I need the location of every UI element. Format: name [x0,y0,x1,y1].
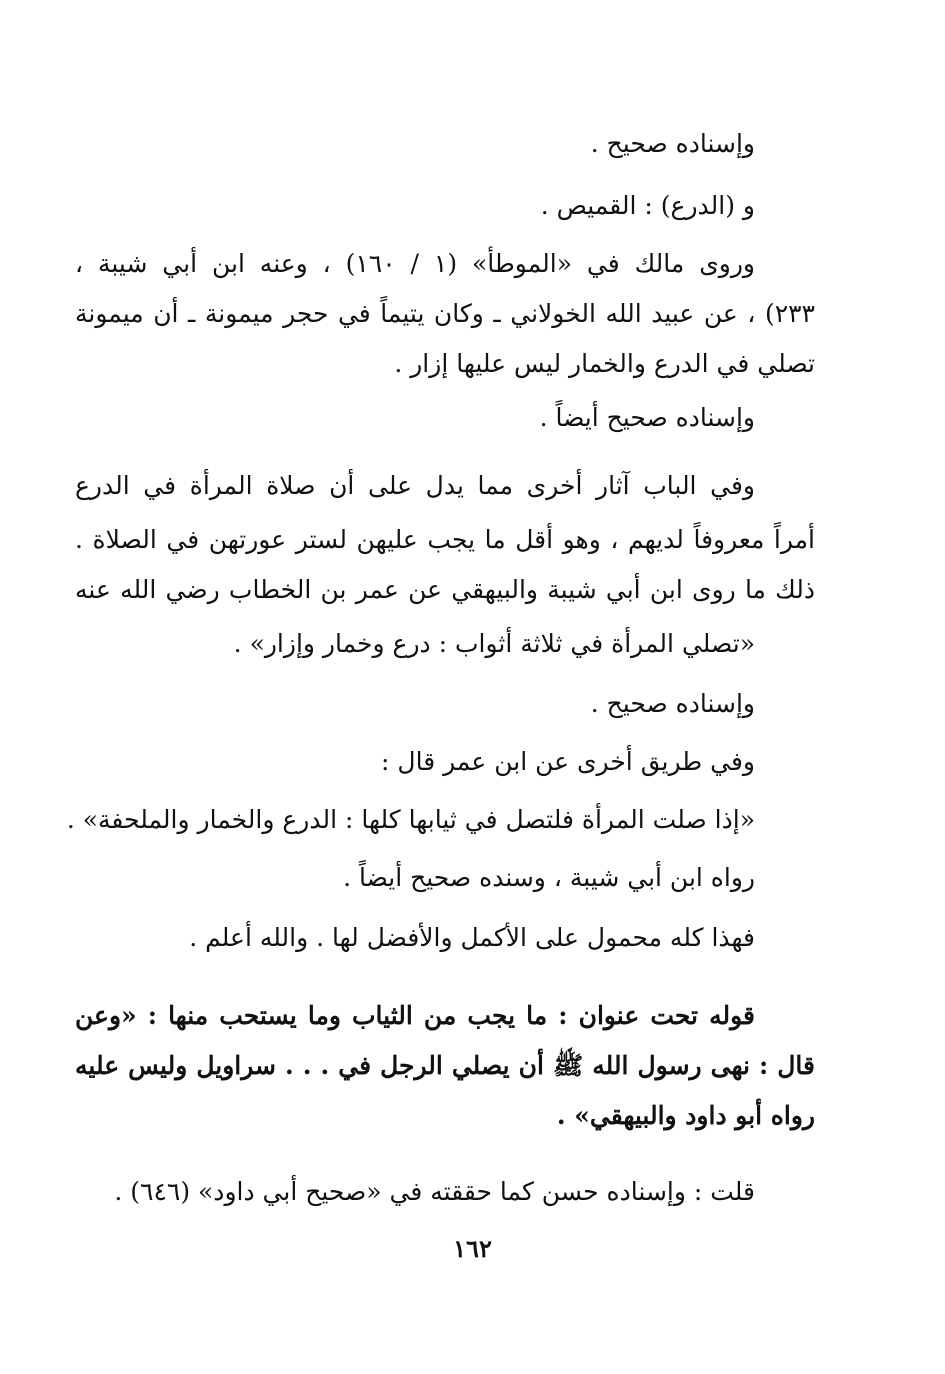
quote-line: «تصلي المرأة في ثلاثة أثواب : درع وخمار وإزار» . [233,629,755,658]
text-line: وفي الباب آثار أخرى مما يدل على أن صلاة المرأة في الدرع [75,471,755,500]
text-line: فهذا كله محمول على الأكمل والأفضل لها . والله أعلم . [189,923,755,952]
bold-line: رواه أبو داود والبيهقي» . [556,1101,815,1130]
text-line: أمراً معروفاً لديهم ، وهو أقل ما يجب عليهن لستر عورتهن في الصلاة . [75,525,815,554]
bold-line: قال : نهى رسول الله ﷺ أن يصلي الرجل في . . . سراويل وليس عليه [75,1051,815,1080]
text-line: وإسناده صحيح أيضاً . [539,403,755,432]
text-line: وإسناده صحيح . [590,129,755,158]
text-line: قلت : وإسناده حسن كما حققته في «صحيح أبي داود» (٦٤٦) . [114,1177,755,1206]
bold-line: قوله تحت عنوان : ما يجب من الثياب وما يستحب منها : «وعن [75,1001,755,1030]
text-line: وروى مالك في «الموطأ» (١ / ١٦٠) ، وعنه ابن أبي شيبة ، [75,249,755,278]
page-number: ١٦٢ [453,1234,492,1263]
text-line: وفي طريق أخرى عن ابن عمر قال : [381,747,755,776]
text-line: ٢٣٣) ، عن عبيد الله الخولاني ـ وكان يتيماً في حجر ميمونة ـ أن ميمونة [75,299,815,328]
text-line: تصلي في الدرع والخمار ليس عليها إزار . [394,349,815,378]
text-line: ذلك ما روى ابن أبي شيبة والبيهقي عن عمر بن الخطاب رضي الله عنه [75,575,815,604]
text-line: وإسناده صحيح . [590,689,755,718]
text-line: رواه ابن أبي شيبة ، وسنده صحيح أيضاً . [343,863,755,892]
text-line: و (الدرع) : القميص . [540,191,755,220]
quote-line: «إذا صلت المرأة فلتصل في ثيابها كلها : الدرع والخمار والملحفة» . [66,805,755,834]
